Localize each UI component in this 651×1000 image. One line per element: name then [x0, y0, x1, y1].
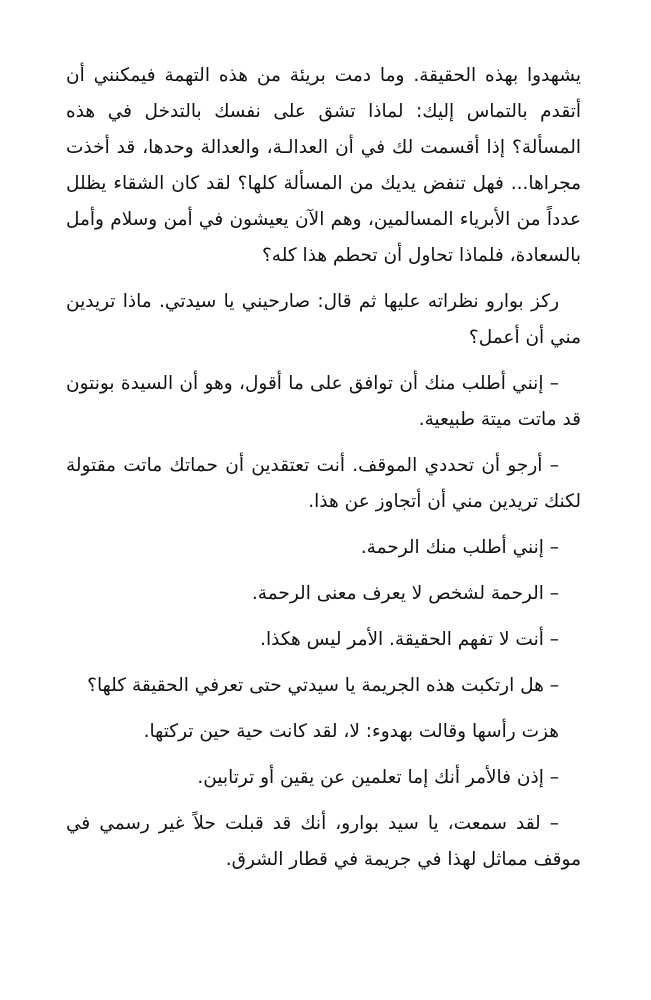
paragraph-dialogue: – أنت لا تفهم الحقيقة. الأمر ليس هكذا.	[260, 629, 559, 650]
paragraph-dialogue: – إذن فالأمر أنك إما تعلمين عن يقين أو ترتابين.	[197, 767, 559, 788]
paragraph-dialogue: – إنني أطلب منك الرحمة.	[360, 537, 559, 558]
paragraph-narration-reply: هزت رأسها وقالت بهدوء: لا، لقد كانت حية حين تركتها.	[143, 721, 559, 742]
paragraph-narration-poirot: ركز بوارو نظراته عليها ثم قال: صارحيني يا سيدتي. ماذا تريدين مني أن أعمل؟	[66, 291, 581, 348]
paragraph-continuation: يشهدوا بهذه الحقيقة. وما دمت بريئة من هذه التهمة فيمكنني أن أتقدم بالتماس إليك: لماذا تشق على نفسك بالتدخل في هذه المسألة؟ إذا أقسمت لك في أن العدالـة، والعدالة وحدها، قد أخذت مجراها... فهل تنفض يديك من المسألة كلها؟ لقد كان الشقاء يظلل عدداً من الأبرياء المسالمين، وهم الآن يعيشون في أمن وسلام وأمل بالسعادة، فلماذا تحاول أن تحطم هذا كله؟	[66, 65, 581, 266]
paragraph-dialogue: – لقد سمعت، يا سيد بوارو، أنك قد قبلت حلاً غير رسمي في موقف مماثل لهذا في جريمة في قطار الشرق.	[66, 813, 581, 870]
book-page	[66, 58, 581, 888]
paragraph-dialogue: – أرجو أن تحددي الموقف. أنت تعتقدين أن حماتك ماتت مقتولة لكنك تريدين مني أن أتجاوز عن هذا.	[66, 455, 581, 512]
paragraph-dialogue: – الرحمة لشخص لا يعرف معنى الرحمة.	[251, 583, 559, 604]
paragraph-dialogue: – هل ارتكبت هذه الجريمة يا سيدتي حتى تعرفي الحقيقة كلها؟	[87, 675, 559, 696]
paragraph-dialogue: – إنني أطلب منك أن توافق على ما أقول، وهو أن السيدة بونتون قد ماتت ميتة طبيعية.	[66, 373, 581, 430]
